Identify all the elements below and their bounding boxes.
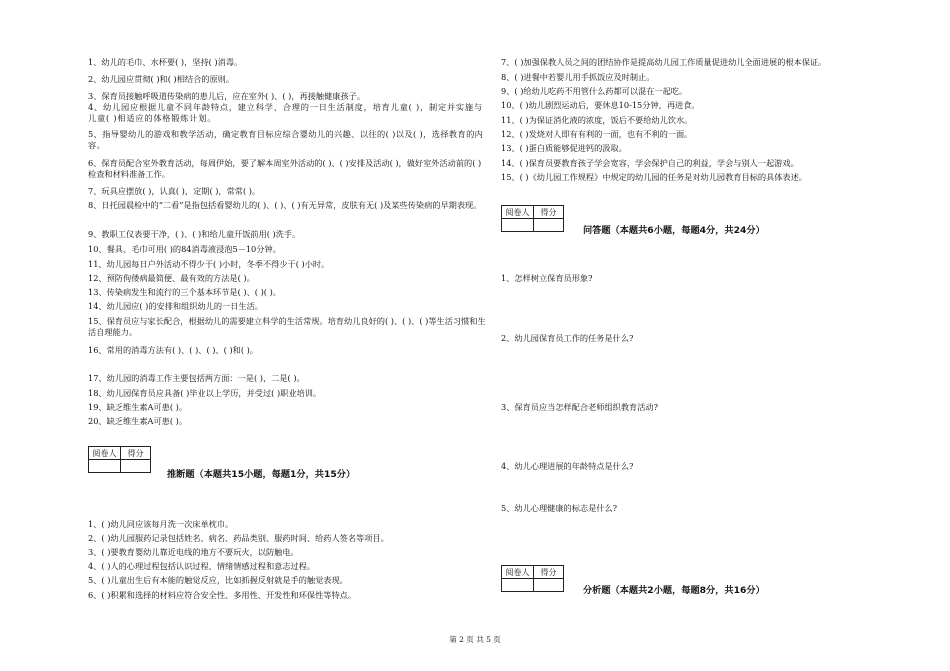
score-blank — [121, 460, 151, 473]
fill-item-13: 13、传染病发生和流行的三个基本环节是( )、( )( )。 — [88, 287, 281, 297]
judge-item-1: 1、( )幼儿同应该每月洗一次床单枕巾。 — [88, 519, 234, 529]
judge-section-title: 推断题（本题共15小题，每题1分，共15分） — [167, 469, 356, 480]
fill-item-12: 12、预防佝偻病最简便、最有效的方法是( )。 — [88, 273, 255, 283]
judge-item-11: 11、( )为保证消化液的浓度，饭后不要给幼儿饮水。 — [501, 115, 693, 125]
score-table — [501, 565, 564, 592]
fill-item-10: 10、餐具、毛巾可用( )的84消毒液浸泡5－10分钟。 — [88, 244, 281, 254]
fill-item-16: 16、常用的消毒方法有( )、( )、( )、( )和( )。 — [88, 345, 258, 355]
reviewer-blank — [502, 219, 534, 232]
fill-item-7: 7、玩具应摆放( )，认真( )，定期( )，常常( )。 — [88, 186, 261, 196]
judge-item-5: 5、( )儿童出生后有本能的触觉反应，比如抓握反射就是手的触觉表现。 — [88, 575, 348, 585]
fill-item-2: 2、幼儿园应贯彻( )和( )相结合的原则。 — [88, 74, 235, 84]
analysis-section-title: 分析题（本题共2小题，每题8分，共16分） — [583, 585, 765, 596]
score-blank — [534, 219, 564, 232]
score-blank — [534, 579, 564, 592]
score-cell: 得分 — [534, 566, 564, 579]
fill-item-18: 18、幼儿园保育员应具备( )毕业以上学历，并受过( )职业培训。 — [88, 388, 322, 398]
qa-item-4: 4、幼儿心理进展的年龄特点是什么? — [501, 461, 634, 471]
fill-item-19: 19、缺乏维生素A可患( )。 — [88, 402, 188, 412]
judge-item-3: 3、( )要教育婴幼儿靠近电线的地方不要玩火，以防触电。 — [88, 547, 299, 557]
fill-item-6: 6、保育员配合室外教育活动，每周伊始，要了解本周室外活动的( )、( )安排及活动( )，做好室外活动前的( )检查和材料准备工作。 — [88, 158, 482, 179]
reviewer-cell: 阅卷人 — [89, 447, 121, 460]
score-table — [501, 205, 564, 232]
judge-item-8: 8、( )进餐中若婴儿用手抓饭应及时制止。 — [501, 72, 655, 82]
judge-item-9: 9、( )给幼儿吃药不用管什么药都可以混在一起吃。 — [501, 86, 688, 96]
judge-item-6: 6、( )积累和选择的材料应符合安全性、多用性、开发性和环保性等特点。 — [88, 590, 357, 600]
fill-item-17: 17、幼儿园的消毒工作主要包括两方面：一是( )，二是( )。 — [88, 373, 305, 383]
reviewer-blank — [502, 579, 534, 592]
qa-item-3: 3、保育员应当怎样配合老师组织教育活动? — [501, 402, 658, 412]
fill-item-1: 1、幼儿的毛巾、水杯要( )，坚持( )消毒。 — [88, 57, 243, 67]
score-cell: 得分 — [534, 206, 564, 219]
qa-section-title: 问答题（本题共6小题，每题4分，共24分） — [583, 225, 765, 236]
qa-item-2: 2、幼儿园保育员工作的任务是什么? — [501, 333, 634, 343]
fill-item-15: 15、保育员应与家长配合，根据幼儿的需要建立科学的生活常规。培育幼儿良好的( )、( )、( )等生活习惯和生活自理能力。 — [88, 316, 486, 337]
page-number: 第 2 页 共 5 页 — [449, 635, 501, 644]
fill-item-9: 9、教职工仪表要干净，( )、( )和给儿童开饭前用( )洗手。 — [88, 229, 301, 239]
judge-item-12: 12、( )发烧对人即有有利的一面，也有不利的一面。 — [501, 129, 693, 139]
judge-item-13: 13、( )蛋白质能够促进钙的汲取。 — [501, 143, 627, 153]
judge-item-15: 15、( )《幼儿园工作规程》中规定的幼儿园的任务是对幼儿园教育目标的具体表述。 — [501, 172, 807, 182]
fill-item-8: 8、日托园晨检中的“二看”是指包括看婴幼儿的( )、( )、( )有无异常，皮肤有无( )及某些传染病的早期表现。 — [88, 200, 482, 210]
fill-item-4: 4、幼儿园应根据儿童不同年龄特点，建立科学、合理的一日生活制度，培育儿童( )，制定并实施与儿童( )相适应的体格锻炼计划。 — [88, 102, 483, 123]
judge-item-4: 4、( )人的心理过程包括认识过程、情绪情感过程和意志过程。 — [88, 561, 316, 571]
fill-item-5: 5、指导婴幼儿的游戏和教学活动，确定教育目标应综合婴幼儿的兴趣、以往的( )以及( )，选择教育的内容。 — [88, 129, 484, 150]
reviewer-blank — [89, 460, 121, 473]
judge-item-14: 14、( )保育员要教育孩子学会宽容，学会保护自己的利益，学会与别人一起游戏。 — [501, 158, 799, 168]
score-table — [88, 446, 151, 473]
fill-item-20: 20、缺乏维生素A可患( )。 — [88, 416, 188, 426]
fill-item-11: 11、幼儿园每日户外活动不得少于( )小时，冬季不得少于( )小时。 — [88, 259, 330, 269]
reviewer-cell: 阅卷人 — [502, 206, 534, 219]
qa-item-1: 1、怎样树立保育员形象? — [501, 273, 593, 283]
fill-item-3: 3、保育员接触呼吸道传染病的患儿后，应在室外( )、( )，再接触健康孩子。 — [88, 91, 366, 101]
judge-item-10: 10、( )幼儿剧烈运动后，要休息10-15分钟，再进食。 — [501, 100, 700, 110]
reviewer-cell: 阅卷人 — [502, 566, 534, 579]
qa-item-5: 5、幼儿心理健康的标志是什么? — [501, 503, 618, 513]
judge-item-7: 7、( )加强保教人员之间的团结协作是提高幼儿园工作质量促进幼儿全面进展的根本保证。 — [501, 57, 827, 67]
fill-item-14: 14、幼儿园应( )的安排和组织幼儿的一日生活。 — [88, 301, 263, 311]
score-cell: 得分 — [121, 447, 151, 460]
judge-item-2: 2、( )幼儿园服药记录包括姓名、病名、药品类别、服药时间、给药人签名等项目。 — [88, 533, 389, 543]
